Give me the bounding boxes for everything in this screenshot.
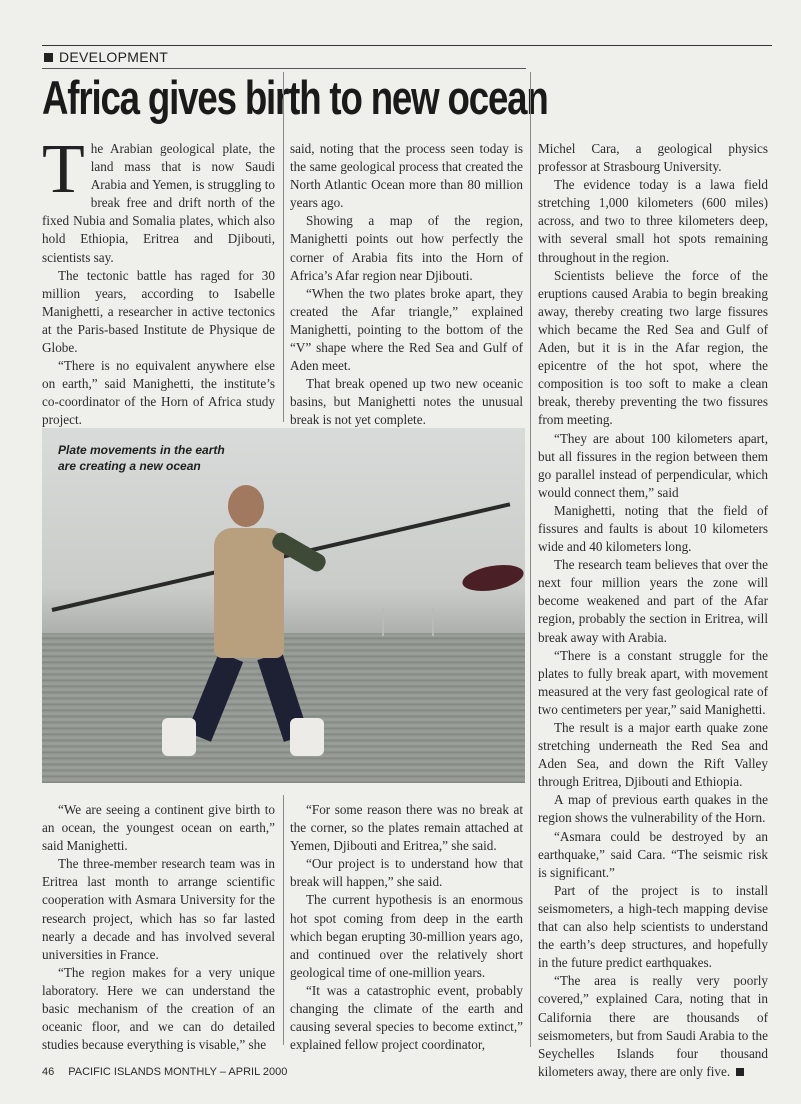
kayaker-photo xyxy=(42,428,525,783)
section-text: DEVELOPMENT xyxy=(59,49,169,65)
paragraph: The tectonic battle has raged for 30 million years, according to Isabelle Manighetti, a researcher in active tectonics at the Paris-based Institute de Physique de Globe. xyxy=(42,267,275,356)
paragraph: “The area is really very poorly covered,” explained Cara, noting that in California there are thousands of seismometers, but from Saudi Arabia to the Seychelles Islands four thousand kilometers away, there are only five. xyxy=(538,973,768,1079)
headline: Africa gives birth to new ocean xyxy=(42,71,548,124)
top-rule xyxy=(42,45,772,46)
drop-cap: T xyxy=(42,131,85,208)
paragraph: “It was a catastrophic event, probably changing the climate of the earth and causing several species to become extinct,” explained fellow project coordinator, xyxy=(290,982,523,1053)
paragraph: A map of previous earth quakes in the region shows the vulnerability of the Horn. xyxy=(538,792,768,826)
sailboat xyxy=(382,608,384,636)
section-square-icon xyxy=(44,53,53,62)
paragraph: “For some reason there was no break at the corner, so the plates remain attached at Yemen, Djibouti and Eritrea,” she said. xyxy=(290,802,523,854)
paragraph: Michel Cara, a geological physics professor at Strasbourg University. xyxy=(538,141,768,175)
paragraph: “When the two plates broke apart, they created the Afar triangle,” explained Manighetti, pointing to the bottom of the “V” shape where the Red Sea and Gulf of Aden meet. xyxy=(290,285,523,374)
paragraph: “The region makes for a very unique laboratory. Here we can understand the basic mechanism of the creation of an oceanic floor, and we can do detailed studies because everything is visable,” she xyxy=(42,964,275,1053)
page-footer xyxy=(42,1066,287,1078)
paragraph: “We are seeing a continent give birth to an ocean, the youngest ocean on earth,” said Manighetti. xyxy=(42,802,275,854)
paragraph: The evidence today is a lawa field stretching 1,000 kilometers (600 miles) across, and two to three kilometers deep, with several small hot spots remaining throughout in the region. xyxy=(538,177,768,265)
paddle-blade xyxy=(460,561,525,595)
publication-line: PACIFIC ISLANDS MONTHLY – APRIL 2000 xyxy=(68,1066,288,1078)
paragraph: “They are about 100 kilometers apart, but all fissures in the region between them go parallel instead of perpendicular, which would connect them,” said xyxy=(538,430,768,500)
paragraph: Scientists believe the force of the eruptions caused Arabia to begin breaking away, thereby creating two large fissures which became the Red Sea and Gulf of Aden, but it is in the Afar region, the epicentre of the hot spot, where the composition is too soft to make a clean break, thereby preventing the two fissures from meeting. xyxy=(538,267,768,428)
end-mark-icon xyxy=(736,1068,744,1076)
paragraph: “There is a constant struggle for the plates to fully break apart, with movement measured at the very fast geological rate of two centimeters per year,” said Manighetti. xyxy=(538,647,768,717)
column-divider xyxy=(530,72,531,1047)
paragraph: Showing a map of the region, Manighetti points out how perfectly the corner of Arabia fits into the Horn of Africa’s Afar region near Djibouti. xyxy=(290,213,523,283)
paragraph: “Asmara could be destroyed by an earthquake,” said Cara. “The seismic risk is significant.” xyxy=(538,828,768,880)
paragraph: Manighetti, noting that the field of fissures and faults is about 10 kilometers wide and 40 kilometers long. xyxy=(538,502,768,555)
page-number: 46 xyxy=(42,1066,55,1078)
paragraph: Part of the project is to install seismometers, a high-tech mapping devise that can also help scientists to understand the earth’s deep structures, and hopefully in the future predict earthquakes. xyxy=(538,882,768,971)
paragraph: “Our project is to understand how that break will happen,” she said. xyxy=(290,856,523,890)
column-2-bottom xyxy=(290,801,523,1054)
pontoon-boot xyxy=(290,718,324,756)
paragraph: The current hypothesis is an enormous hot spot coming from deep in the earth which began erupting 30-million years ago, and continued over the relatively short geological time of one-million years. xyxy=(290,892,523,980)
figure-head xyxy=(228,485,264,527)
column-divider xyxy=(283,72,284,422)
pontoon-boot xyxy=(162,718,196,756)
paragraph: “There is no equivalent anywhere else on earth,” said Manighetti, the institute’s co-coordinator of the Horn of Africa study project. xyxy=(42,358,275,428)
paragraph: said, noting that the process seen today is the same geological process that created the North Atlantic Ocean more than 80 million years ago. xyxy=(290,141,523,211)
column-divider xyxy=(283,795,284,1045)
section-label xyxy=(44,49,168,65)
column-3 xyxy=(538,140,768,1081)
column-2-top xyxy=(290,140,523,430)
paragraph: The three-member research team was in Eritrea last month to arrange scientific cooperation with Asmara University for the research project, which has so far lasted nearly a decade and has involved several universities in France. xyxy=(42,856,275,962)
column-1-bottom xyxy=(42,801,275,1054)
section-rule xyxy=(42,68,526,69)
paragraph: That break opened up two new oceanic basins, but Manighetti notes the unusual break is not yet complete. xyxy=(290,376,523,428)
column-1-top xyxy=(42,131,275,430)
paragraph: The Arabian geological plate, the land mass that is now Saudi Arabia and Yemen, is struggling to break free and drift north of the fixed Nubia and Somalia plates, which also hold Ethiopia, Eritrea and Djibouti, scientists say. xyxy=(42,131,275,265)
figure-legs xyxy=(192,654,306,734)
paragraph: The research team believes that over the next four million years the zone will become weakened and part of the Afar region, probably the section in Eritrea, will break away with Arabia. xyxy=(538,557,768,645)
photo-caption: Plate movements in the earth are creating a new ocean xyxy=(58,443,225,473)
paragraph: The result is a major earth quake zone stretching underneath the Red Sea and Aden Sea, and down the Rift Valley through Eritrea, Djibouti and Ethiopia. xyxy=(538,720,768,790)
sailboat xyxy=(432,608,434,636)
